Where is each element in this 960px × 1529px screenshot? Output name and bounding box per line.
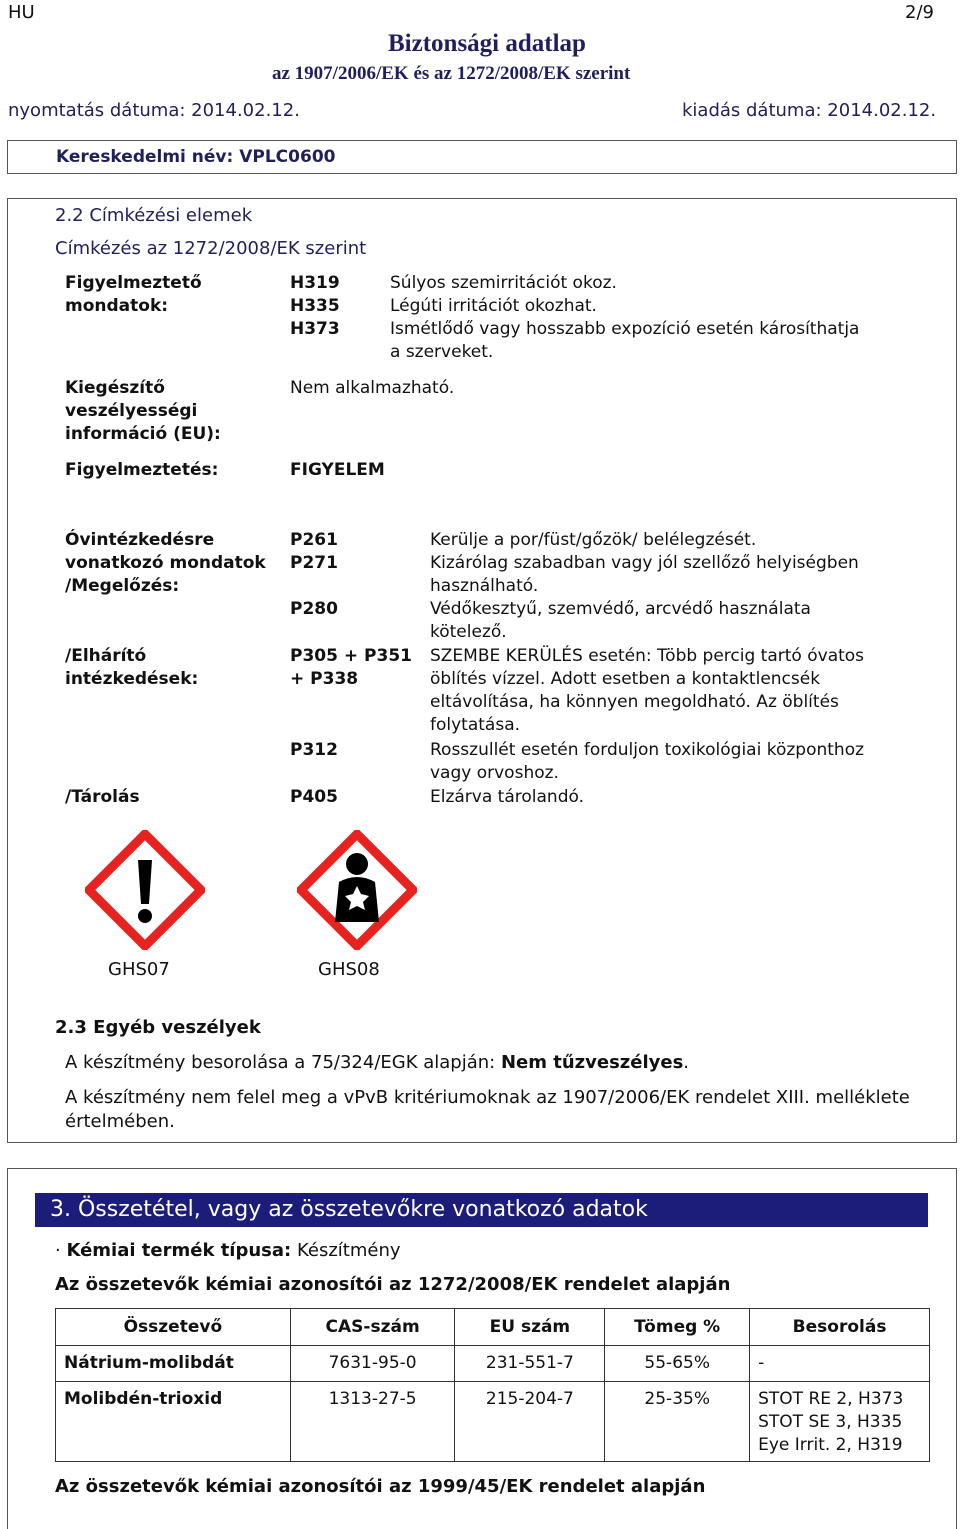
hazard-code: H335 — [290, 296, 340, 316]
health-hazard-icon — [297, 830, 417, 950]
classification: - — [750, 1346, 930, 1382]
exclamation-mark-icon — [85, 830, 205, 950]
precaution-code: P405 — [290, 787, 338, 807]
precaution-code: P305 + P351 + P338 — [290, 646, 412, 689]
column-header: Összetevő — [56, 1309, 291, 1346]
document-title: Biztonsági adatlap — [388, 30, 586, 57]
labelling-subheading: Címkézés az 1272/2008/EK szerint — [55, 238, 367, 259]
section-2-3-heading: 2.3 Egyéb veszélyek — [55, 1017, 261, 1038]
column-header: CAS-szám — [290, 1309, 455, 1346]
precaution-text: Rosszullét esetén forduljon toxikológiai központhoz vagy orvoshoz. — [430, 740, 865, 783]
chemical-type-line: · Kémiai termék típusa: Készítmény — [55, 1240, 401, 1261]
eu-number: 215-204-7 — [455, 1382, 605, 1462]
precaution-text: SZEMBE KERÜLÉS esetén: Több percig tartó óvatos öblítés vízzel. Adott esetben a kontaktlencsék eltávolítása, ha könnyen megoldható. Az öblítés folytatása. — [430, 646, 865, 735]
eu-info-label: Kiegészítő veszélyességi információ (EU): — [65, 378, 221, 444]
page-number: 2/9 — [905, 2, 934, 23]
composition-table — [55, 1308, 930, 1462]
trade-name-box — [7, 140, 957, 174]
trade-name: Kereskedelmi név: VPLC0600 — [56, 147, 336, 167]
precaution-code: P280 — [290, 599, 338, 619]
signal-word: FIGYELEM — [290, 460, 385, 480]
pictogram-label: GHS08 — [318, 959, 380, 980]
document-subtitle: az 1907/2006/EK és az 1272/2008/EK szerint — [272, 63, 631, 84]
mass-percent: 25-35% — [605, 1382, 750, 1462]
hazard-label: Figyelmeztető mondatok: — [65, 273, 202, 316]
precaution-text: Védőkesztyű, szemvédő, arcvédő használata kötelező. — [430, 599, 811, 642]
precaution-text: Kizárólag szabadban vagy jól szellőző helyiségben használható. — [430, 553, 859, 596]
cas-number: 1313-27-5 — [290, 1382, 455, 1462]
pictogram-label: GHS07 — [108, 959, 170, 980]
response-label: /Elhárító intézkedések: — [65, 646, 199, 689]
section-3-heading: 3. Összetétel, vagy az összetevőkre vonatkozó adatok — [35, 1193, 928, 1227]
issue-date: kiadás dátuma: 2014.02.12. — [682, 100, 937, 121]
hazard-text: Légúti irritációt okozhat. — [390, 296, 597, 316]
column-header: EU szám — [455, 1309, 605, 1346]
mass-percent: 55-65% — [605, 1346, 750, 1382]
substance-name: Molibdén-trioxid — [56, 1382, 291, 1462]
column-header: Besorolás — [750, 1309, 930, 1346]
hazard-texts — [390, 272, 859, 364]
vpvb-note: A készítmény nem felel meg a vPvB kritériumoknak az 1907/2006/EK rendelet XIII. melléklete értelmében. — [65, 1087, 910, 1132]
hazard-code: H319 — [290, 273, 340, 293]
hazard-text: a szerveket. — [390, 342, 494, 362]
classification-note: A készítmény besorolása a 75/324/EGK alapján: Nem tűzveszélyes. — [65, 1052, 690, 1073]
hazard-text: Súlyos szemirritációt okoz. — [390, 273, 617, 293]
eu-info-value: Nem alkalmazható. — [290, 378, 455, 398]
table-header-row — [56, 1309, 930, 1346]
footer-caption: Az összetevők kémiai azonosítói az 1999/45/EK rendelet alapján — [55, 1476, 706, 1497]
eu-number: 231-551-7 — [455, 1346, 605, 1382]
table-caption: Az összetevők kémiai azonosítói az 1272/2008/EK rendelet alapján — [55, 1274, 731, 1295]
precaution-code: P261 — [290, 530, 338, 550]
hazard-text: Ismétlődő vagy hosszabb expozíció esetén károsíthatja — [390, 319, 860, 339]
substance-name: Nátrium-molibdát — [56, 1346, 291, 1382]
classification: STOT RE 2, H373 STOT SE 3, H335 Eye Irrit. 2, H319 — [750, 1382, 930, 1462]
table-row — [56, 1382, 930, 1462]
cas-number: 7631-95-0 — [290, 1346, 455, 1382]
print-date: nyomtatás dátuma: 2014.02.12. — [8, 100, 300, 121]
precaution-code: P271 — [290, 553, 338, 573]
language-code: HU — [8, 2, 35, 23]
section-2-2-heading: 2.2 Címkézési elemek — [55, 205, 253, 226]
precaution-code: P312 — [290, 740, 338, 760]
signal-word-label: Figyelmeztetés: — [65, 460, 219, 480]
storage-label: /Tárolás — [65, 787, 140, 807]
precaution-text: Kerülje a por/füst/gőzök/ belélegzését. — [430, 530, 757, 550]
column-header: Tömeg % — [605, 1309, 750, 1346]
table-row — [56, 1346, 930, 1382]
precaution-label: Óvintézkedésre vonatkozó mondatok /Megelőzés: — [65, 530, 266, 596]
precaution-text: Elzárva tárolandó. — [430, 787, 584, 807]
hazard-code: H373 — [290, 319, 340, 339]
hazard-codes — [290, 272, 340, 341]
